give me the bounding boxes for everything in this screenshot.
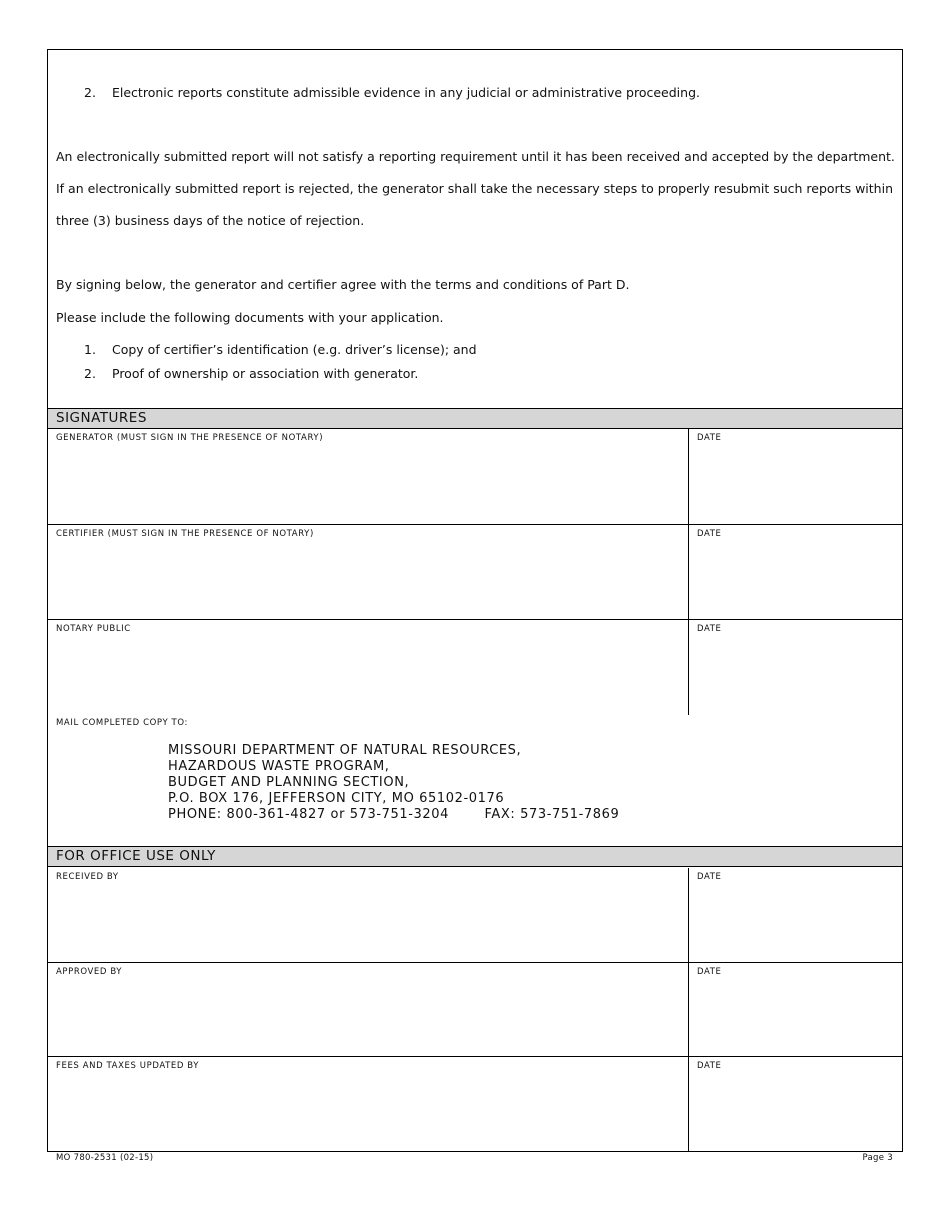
address-line: BUDGET AND PLANNING SECTION, xyxy=(168,775,410,790)
field-label: DATE xyxy=(697,433,722,443)
field-label: GENERATOR (MUST SIGN IN THE PRESENCE OF NOTARY) xyxy=(56,433,324,443)
office-use-header: FOR OFFICE USE ONLY xyxy=(48,846,902,867)
address-line: P.O. BOX 176, JEFFERSON CITY, MO 65102-0176 xyxy=(168,791,505,806)
paragraph-line: By signing below, the generator and certifier agree with the terms and conditions of Part D. xyxy=(56,277,630,292)
notary-signature-row xyxy=(48,620,902,715)
field-label: CERTIFIER (MUST SIGN IN THE PRESENCE OF NOTARY) xyxy=(56,529,314,539)
address-line xyxy=(168,807,619,823)
fees-taxes-updated-by-field[interactable] xyxy=(48,1057,689,1151)
list-item-text: Copy of certifier’s identification (e.g. driver’s license); and xyxy=(112,342,477,357)
terms-section xyxy=(48,50,902,408)
approved-by-field[interactable] xyxy=(48,963,689,1056)
received-date-field[interactable] xyxy=(689,868,902,962)
field-label: APPROVED BY xyxy=(56,967,123,977)
mail-section xyxy=(48,715,902,846)
generator-signature-row xyxy=(48,429,902,525)
generator-date-field[interactable] xyxy=(689,429,902,524)
list-number: 2. xyxy=(84,85,96,100)
paragraph-line: Please include the following documents with your application. xyxy=(56,310,444,325)
certifier-signature-row xyxy=(48,525,902,620)
signatures-header: SIGNATURES xyxy=(48,408,902,429)
address-line: MISSOURI DEPARTMENT OF NATURAL RESOURCES, xyxy=(168,743,522,758)
notary-date-field[interactable] xyxy=(689,620,902,715)
address-line: HAZARDOUS WASTE PROGRAM, xyxy=(168,759,390,774)
list-item-text: Electronic reports constitute admissible evidence in any judicial or administrative proceeding. xyxy=(112,85,700,100)
list-item-text: Proof of ownership or association with generator. xyxy=(112,366,419,381)
certifier-date-field[interactable] xyxy=(689,525,902,619)
certifier-signature-field[interactable] xyxy=(48,525,689,619)
field-label: DATE xyxy=(697,529,722,539)
fees-date-field[interactable] xyxy=(689,1057,902,1151)
field-label: DATE xyxy=(697,967,722,977)
field-label: FEES AND TAXES UPDATED BY xyxy=(56,1061,200,1071)
mail-label: MAIL COMPLETED COPY TO: xyxy=(56,718,188,728)
field-label: DATE xyxy=(697,872,722,882)
form-id: MO 780-2531 (02-15) xyxy=(56,1153,154,1163)
list-number: 1. xyxy=(84,342,96,357)
notary-signature-field[interactable] xyxy=(48,620,689,715)
field-label: DATE xyxy=(697,1061,722,1071)
field-label: DATE xyxy=(697,624,722,634)
paragraph-line: If an electronically submitted report is rejected, the generator shall take the necessary steps to properly resubmit such reports within xyxy=(56,181,893,196)
approved-by-row xyxy=(48,963,902,1057)
fax-number: FAX: 573-751-7869 xyxy=(484,807,620,822)
approved-date-field[interactable] xyxy=(689,963,902,1056)
received-by-field[interactable] xyxy=(48,868,689,962)
mailing-address xyxy=(168,743,619,823)
phone-number: PHONE: 800-361-4827 or 573-751-3204 xyxy=(168,807,450,822)
field-label: RECEIVED BY xyxy=(56,872,119,882)
field-label: NOTARY PUBLIC xyxy=(56,624,131,634)
paragraph-line: An electronically submitted report will not satisfy a reporting requirement until it has been received and accepted by the department. xyxy=(56,149,895,164)
list-number: 2. xyxy=(84,366,96,381)
generator-signature-field[interactable] xyxy=(48,429,689,524)
paragraph-line: three (3) business days of the notice of rejection. xyxy=(56,213,365,228)
received-by-row xyxy=(48,868,902,963)
fees-taxes-row xyxy=(48,1057,902,1151)
form-page xyxy=(47,49,903,1152)
page-number: Page 3 xyxy=(862,1153,893,1163)
